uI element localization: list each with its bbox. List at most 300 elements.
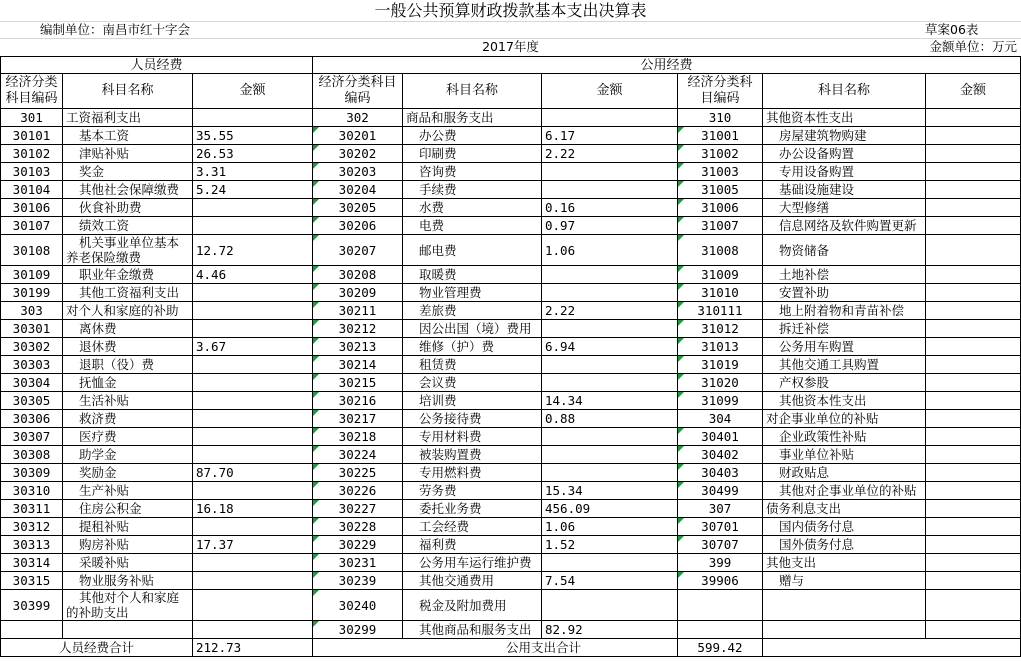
econ-code-cell: 30229 — [313, 536, 403, 554]
subject-name-cell: 维修（护）费 — [403, 338, 542, 356]
public-total-label: 公用支出合计 — [313, 639, 678, 657]
subject-name-cell: 其他资本性支出 — [763, 109, 926, 127]
econ-code-cell — [678, 621, 763, 639]
amount-cell — [926, 500, 1021, 518]
amount-cell: 16.18 — [193, 500, 313, 518]
column-header-row — [1, 74, 1021, 109]
amount-cell — [542, 109, 678, 127]
econ-code-cell: 30240 — [313, 590, 403, 621]
subject-name-cell: 委托业务费 — [403, 500, 542, 518]
econ-code-cell: 30308 — [1, 446, 63, 464]
subject-name-cell: 伙食补助费 — [63, 199, 193, 217]
econ-code-cell: 30203 — [313, 163, 403, 181]
subject-name-cell: 医疗费 — [63, 428, 193, 446]
econ-code-cell: 30301 — [1, 320, 63, 338]
table-row — [1, 410, 1021, 428]
subject-name-cell: 其他工资福利支出 — [63, 284, 193, 302]
expenditure-table — [0, 56, 1021, 657]
econ-code-cell: 30102 — [1, 145, 63, 163]
econ-code-cell: 30311 — [1, 500, 63, 518]
amount-cell — [193, 621, 313, 639]
amount-cell — [193, 590, 313, 621]
column-header-amount: 金额 — [542, 74, 678, 109]
econ-code-cell: 31008 — [678, 235, 763, 266]
subject-name-cell: 事业单位补贴 — [763, 446, 926, 464]
amount-cell: 1.06 — [542, 235, 678, 266]
amount-cell — [542, 181, 678, 199]
subject-name-cell: 绩效工资 — [63, 217, 193, 235]
table-row — [1, 356, 1021, 374]
amount-cell: 6.94 — [542, 338, 678, 356]
table-row — [1, 266, 1021, 284]
table-row — [1, 590, 1021, 621]
amount-cell: 7.54 — [542, 572, 678, 590]
subject-name-cell: 差旅费 — [403, 302, 542, 320]
totals-row — [1, 639, 1021, 657]
amount-cell: 35.55 — [193, 127, 313, 145]
econ-code-cell: 31020 — [678, 374, 763, 392]
amount-cell: 15.34 — [542, 482, 678, 500]
subject-name-cell: 培训费 — [403, 392, 542, 410]
subject-name-cell: 会议费 — [403, 374, 542, 392]
table-row — [1, 536, 1021, 554]
table-row — [1, 302, 1021, 320]
amount-cell — [926, 464, 1021, 482]
econ-code-cell: 30707 — [678, 536, 763, 554]
econ-code-cell: 399 — [678, 554, 763, 572]
compiling-unit: 编制单位：南昌市红十字会 — [40, 22, 191, 37]
subject-name-cell: 房屋建筑物购建 — [763, 127, 926, 145]
table-row — [1, 145, 1021, 163]
subject-name-cell: 咨询费 — [403, 163, 542, 181]
econ-code-cell: 303 — [1, 302, 63, 320]
amount-cell — [926, 536, 1021, 554]
table-row — [1, 127, 1021, 145]
econ-code-cell: 30209 — [313, 284, 403, 302]
subject-name-cell: 退职（役）费 — [63, 356, 193, 374]
amount-cell: 12.72 — [193, 235, 313, 266]
amount-cell: 1.06 — [542, 518, 678, 536]
amount-cell — [926, 199, 1021, 217]
subject-name-cell — [763, 590, 926, 621]
econ-code-cell: 307 — [678, 500, 763, 518]
econ-code-cell: 30314 — [1, 554, 63, 572]
table-row — [1, 572, 1021, 590]
econ-code-cell: 30239 — [313, 572, 403, 590]
personnel-total-label: 人员经费合计 — [1, 639, 193, 657]
econ-code-cell: 30499 — [678, 482, 763, 500]
fiscal-year: 2017年度 — [482, 39, 539, 54]
econ-code-cell: 39906 — [678, 572, 763, 590]
subject-name-cell: 印刷费 — [403, 145, 542, 163]
subject-name-cell: 公务接待费 — [403, 410, 542, 428]
subject-name-cell: 取暖费 — [403, 266, 542, 284]
econ-code-cell: 31099 — [678, 392, 763, 410]
table-row — [1, 320, 1021, 338]
econ-code-cell: 31012 — [678, 320, 763, 338]
subject-name-cell: 企业政策性补贴 — [763, 428, 926, 446]
econ-code-cell: 30306 — [1, 410, 63, 428]
table-row — [1, 284, 1021, 302]
column-header-amount: 金额 — [193, 74, 313, 109]
subject-name-cell: 购房补贴 — [63, 536, 193, 554]
econ-code-cell: 30224 — [313, 446, 403, 464]
subject-name-cell: 抚恤金 — [63, 374, 193, 392]
subject-name-cell: 其他支出 — [763, 554, 926, 572]
column-header-subject-name: 科目名称 — [763, 74, 926, 109]
amount-cell — [926, 356, 1021, 374]
subject-name-cell: 其他社会保障缴费 — [63, 181, 193, 199]
amount-cell — [926, 482, 1021, 500]
econ-code-cell: 30199 — [1, 284, 63, 302]
amount-cell — [926, 235, 1021, 266]
amount-cell: 1.52 — [542, 536, 678, 554]
econ-code-cell — [678, 590, 763, 621]
amount-cell — [926, 392, 1021, 410]
amount-cell — [926, 145, 1021, 163]
table-row — [1, 446, 1021, 464]
table-row — [1, 181, 1021, 199]
subject-name-cell: 采暖补贴 — [63, 554, 193, 572]
amount-cell — [193, 199, 313, 217]
econ-code-cell: 30226 — [313, 482, 403, 500]
amount-cell: 2.22 — [542, 145, 678, 163]
amount-cell: 456.09 — [542, 500, 678, 518]
amount-cell: 6.17 — [542, 127, 678, 145]
amount-cell — [926, 320, 1021, 338]
table-row — [1, 374, 1021, 392]
subject-name-cell: 产权参股 — [763, 374, 926, 392]
amount-cell: 26.53 — [193, 145, 313, 163]
subject-name-cell: 办公费 — [403, 127, 542, 145]
subject-name-cell: 电费 — [403, 217, 542, 235]
subject-name-cell: 财政贴息 — [763, 464, 926, 482]
amount-cell: 3.31 — [193, 163, 313, 181]
group-header-row — [1, 57, 1021, 74]
subject-name-cell: 职业年金缴费 — [63, 266, 193, 284]
subject-name-cell: 助学金 — [63, 446, 193, 464]
subject-name-cell: 离休费 — [63, 320, 193, 338]
econ-code-cell: 304 — [678, 410, 763, 428]
amount-cell — [193, 374, 313, 392]
econ-code-cell — [1, 621, 63, 639]
amount-cell — [926, 428, 1021, 446]
subject-name-cell: 赠与 — [763, 572, 926, 590]
econ-code-cell: 30227 — [313, 500, 403, 518]
subject-name-cell: 其他商品和服务支出 — [403, 621, 542, 639]
subject-name-cell: 税金及附加费用 — [403, 590, 542, 621]
subject-name-cell: 生产补贴 — [63, 482, 193, 500]
econ-code-cell: 30701 — [678, 518, 763, 536]
subject-name-cell: 办公设备购置 — [763, 145, 926, 163]
report-title: 一般公共预算财政拨款基本支出决算表 — [0, 0, 1021, 22]
amount-cell — [926, 572, 1021, 590]
amount-cell — [193, 109, 313, 127]
amount-cell — [193, 302, 313, 320]
table-row — [1, 392, 1021, 410]
column-header-subject-name: 科目名称 — [63, 74, 193, 109]
column-header-subject-name: 科目名称 — [403, 74, 542, 109]
amount-cell: 0.88 — [542, 410, 678, 428]
table-row — [1, 235, 1021, 266]
econ-code-cell: 30401 — [678, 428, 763, 446]
amount-cell: 0.16 — [542, 199, 678, 217]
subject-name-cell: 退休费 — [63, 338, 193, 356]
econ-code-cell: 30228 — [313, 518, 403, 536]
econ-code-cell: 31019 — [678, 356, 763, 374]
econ-code-cell: 30312 — [1, 518, 63, 536]
subject-name-cell: 奖金 — [63, 163, 193, 181]
subject-name-cell: 专用材料费 — [403, 428, 542, 446]
amount-cell — [926, 338, 1021, 356]
subject-name-cell: 邮电费 — [403, 235, 542, 266]
subject-name-cell: 大型修缮 — [763, 199, 926, 217]
table-row — [1, 464, 1021, 482]
econ-code-cell: 30218 — [313, 428, 403, 446]
subject-name-cell: 其他资本性支出 — [763, 392, 926, 410]
amount-cell — [193, 217, 313, 235]
econ-code-cell: 31007 — [678, 217, 763, 235]
econ-code-cell: 30104 — [1, 181, 63, 199]
subject-name-cell: 基本工资 — [63, 127, 193, 145]
amount-cell: 4.46 — [193, 266, 313, 284]
subject-name-cell: 津贴补贴 — [63, 145, 193, 163]
econ-code-cell: 30109 — [1, 266, 63, 284]
econ-code-cell: 30305 — [1, 392, 63, 410]
econ-code-cell: 30205 — [313, 199, 403, 217]
subject-name-cell: 物业管理费 — [403, 284, 542, 302]
amount-cell — [193, 554, 313, 572]
subject-name-cell: 机关事业单位基本养老保险缴费 — [63, 235, 193, 266]
econ-code-cell: 30307 — [1, 428, 63, 446]
amount-cell — [542, 374, 678, 392]
amount-cell — [542, 284, 678, 302]
amount-cell — [193, 392, 313, 410]
econ-code-cell: 31006 — [678, 199, 763, 217]
amount-cell — [926, 127, 1021, 145]
subject-name-cell: 国外债务付息 — [763, 536, 926, 554]
column-header-econ-code: 经济分类科目编码 — [1, 74, 63, 109]
table-row — [1, 428, 1021, 446]
econ-code-cell: 31013 — [678, 338, 763, 356]
amount-cell — [926, 302, 1021, 320]
econ-code-cell: 30202 — [313, 145, 403, 163]
econ-code-cell: 30217 — [313, 410, 403, 428]
subject-name-cell: 住房公积金 — [63, 500, 193, 518]
subject-name-cell: 基础设施建设 — [763, 181, 926, 199]
amount-cell — [926, 410, 1021, 428]
subject-name-cell: 手续费 — [403, 181, 542, 199]
amount-cell — [926, 590, 1021, 621]
subject-name-cell: 专用设备购置 — [763, 163, 926, 181]
subject-name-cell: 其他对个人和家庭的补助支出 — [63, 590, 193, 621]
subject-name-cell: 因公出国（境）费用 — [403, 320, 542, 338]
econ-code-cell: 30403 — [678, 464, 763, 482]
amount-cell — [926, 284, 1021, 302]
econ-code-cell: 31002 — [678, 145, 763, 163]
amount-cell — [926, 109, 1021, 127]
subject-name-cell: 提租补贴 — [63, 518, 193, 536]
econ-code-cell: 30208 — [313, 266, 403, 284]
subject-name-cell: 工会经费 — [403, 518, 542, 536]
econ-code-cell: 30216 — [313, 392, 403, 410]
subject-name-cell: 奖励金 — [63, 464, 193, 482]
econ-code-cell: 30309 — [1, 464, 63, 482]
econ-code-cell: 30213 — [313, 338, 403, 356]
subject-name-cell: 土地补偿 — [763, 266, 926, 284]
report-period-row — [0, 39, 1021, 56]
subject-name-cell: 工资福利支出 — [63, 109, 193, 127]
subject-name-cell: 救济费 — [63, 410, 193, 428]
econ-code-cell: 30303 — [1, 356, 63, 374]
econ-code-cell: 31010 — [678, 284, 763, 302]
amount-unit: 金额单位：万元 — [929, 39, 1017, 54]
form-number: 草案06表 — [925, 22, 979, 37]
column-header-econ-code: 经济分类科目编码 — [678, 74, 763, 109]
econ-code-cell: 30211 — [313, 302, 403, 320]
subject-name-cell: 生活补贴 — [63, 392, 193, 410]
subject-name-cell: 水费 — [403, 199, 542, 217]
econ-code-cell: 30207 — [313, 235, 403, 266]
amount-cell: 2.22 — [542, 302, 678, 320]
econ-code-cell: 30214 — [313, 356, 403, 374]
econ-code-cell: 310111 — [678, 302, 763, 320]
amount-cell — [926, 621, 1021, 639]
econ-code-cell: 30108 — [1, 235, 63, 266]
econ-code-cell: 30399 — [1, 590, 63, 621]
amount-cell — [542, 356, 678, 374]
econ-code-cell: 30201 — [313, 127, 403, 145]
table-row — [1, 163, 1021, 181]
amount-cell — [926, 266, 1021, 284]
column-header-amount: 金额 — [926, 74, 1021, 109]
subject-name-cell: 对企事业单位的补贴 — [763, 410, 926, 428]
amount-cell — [926, 554, 1021, 572]
amount-cell — [193, 518, 313, 536]
econ-code-cell: 302 — [313, 109, 403, 127]
subject-name-cell: 国内债务付息 — [763, 518, 926, 536]
amount-cell: 87.70 — [193, 464, 313, 482]
subject-name-cell: 其他交通工具购置 — [763, 356, 926, 374]
subject-name-cell: 专用燃料费 — [403, 464, 542, 482]
econ-code-cell: 301 — [1, 109, 63, 127]
econ-code-cell: 30313 — [1, 536, 63, 554]
econ-code-cell: 31009 — [678, 266, 763, 284]
econ-code-cell: 30310 — [1, 482, 63, 500]
subject-name-cell: 其他对企事业单位的补贴 — [763, 482, 926, 500]
table-row — [1, 109, 1021, 127]
subject-name-cell: 被装购置费 — [403, 446, 542, 464]
table-row — [1, 338, 1021, 356]
amount-cell — [926, 374, 1021, 392]
amount-cell — [926, 217, 1021, 235]
amount-cell: 82.92 — [542, 621, 678, 639]
amount-cell — [193, 356, 313, 374]
amount-cell: 14.34 — [542, 392, 678, 410]
table-row — [1, 621, 1021, 639]
econ-code-cell: 30101 — [1, 127, 63, 145]
table-row — [1, 518, 1021, 536]
amount-cell — [542, 266, 678, 284]
econ-code-cell: 30103 — [1, 163, 63, 181]
amount-cell: 5.24 — [193, 181, 313, 199]
amount-cell — [542, 428, 678, 446]
econ-code-cell: 30304 — [1, 374, 63, 392]
table-body — [1, 109, 1021, 639]
econ-code-cell: 310 — [678, 109, 763, 127]
amount-cell — [542, 163, 678, 181]
subject-name-cell: 安置补助 — [763, 284, 926, 302]
amount-cell — [193, 410, 313, 428]
econ-code-cell: 30299 — [313, 621, 403, 639]
public-total-value: 599.42 — [678, 639, 763, 657]
amount-cell — [193, 572, 313, 590]
subject-name-cell: 地上附着物和青苗补偿 — [763, 302, 926, 320]
subject-name-cell: 劳务费 — [403, 482, 542, 500]
table-row — [1, 482, 1021, 500]
econ-code-cell: 30107 — [1, 217, 63, 235]
amount-cell: 17.37 — [193, 536, 313, 554]
econ-code-cell: 30315 — [1, 572, 63, 590]
subject-name-cell: 商品和服务支出 — [403, 109, 542, 127]
econ-code-cell: 30231 — [313, 554, 403, 572]
subject-name-cell — [763, 621, 926, 639]
amount-cell — [926, 518, 1021, 536]
amount-cell — [926, 181, 1021, 199]
amount-cell — [542, 464, 678, 482]
amount-cell — [926, 163, 1021, 181]
econ-code-cell: 30106 — [1, 199, 63, 217]
econ-code-cell: 30402 — [678, 446, 763, 464]
amount-cell — [193, 320, 313, 338]
table-row — [1, 500, 1021, 518]
subject-name-cell: 其他交通费用 — [403, 572, 542, 590]
econ-code-cell: 30225 — [313, 464, 403, 482]
amount-cell — [193, 428, 313, 446]
subject-name-cell: 信息网络及软件购置更新 — [763, 217, 926, 235]
econ-code-cell: 30212 — [313, 320, 403, 338]
subject-name-cell: 对个人和家庭的补助 — [63, 302, 193, 320]
amount-cell — [193, 446, 313, 464]
econ-code-cell: 30206 — [313, 217, 403, 235]
personnel-total-value: 212.73 — [193, 639, 313, 657]
table-row — [1, 554, 1021, 572]
subject-name-cell: 租赁费 — [403, 356, 542, 374]
amount-cell — [542, 590, 678, 621]
subject-name-cell: 拆迁补偿 — [763, 320, 926, 338]
subject-name-cell: 福利费 — [403, 536, 542, 554]
amount-cell — [193, 482, 313, 500]
amount-cell: 3.67 — [193, 338, 313, 356]
econ-code-cell: 31001 — [678, 127, 763, 145]
report-meta-row — [0, 22, 1021, 39]
subject-name-cell: 公务用车购置 — [763, 338, 926, 356]
subject-name-cell: 物业服务补贴 — [63, 572, 193, 590]
personnel-expense-header: 人员经费 — [1, 57, 313, 74]
totals-blank-cell — [763, 639, 1021, 657]
amount-cell — [542, 446, 678, 464]
econ-code-cell: 30204 — [313, 181, 403, 199]
public-expense-header: 公用经费 — [313, 57, 1021, 74]
subject-name-cell: 公务用车运行维护费 — [403, 554, 542, 572]
subject-name-cell: 物资储备 — [763, 235, 926, 266]
amount-cell — [926, 446, 1021, 464]
econ-code-cell: 31003 — [678, 163, 763, 181]
subject-name-cell — [63, 621, 193, 639]
amount-cell: 0.97 — [542, 217, 678, 235]
econ-code-cell: 31005 — [678, 181, 763, 199]
table-row — [1, 199, 1021, 217]
